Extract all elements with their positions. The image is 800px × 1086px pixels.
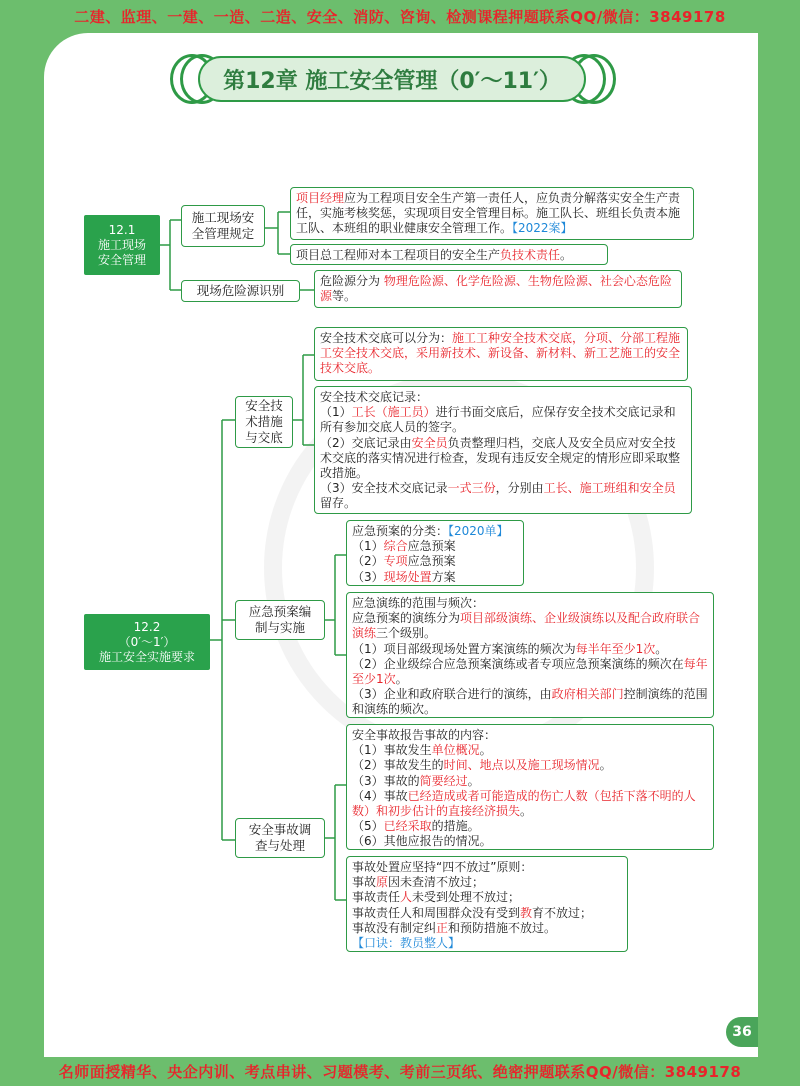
body-text: 应急预案 <box>407 539 456 554</box>
body-text: 项目总工程师对本工程项目的安全生产 <box>296 248 501 262</box>
body-text: 事故责任 <box>352 890 401 905</box>
accident-investigation-node <box>235 818 325 858</box>
body-text: （3） <box>352 569 384 584</box>
body-text: 事故没有制定纠 <box>352 920 437 935</box>
drill-frequency-box <box>346 592 714 718</box>
box-heading: 应急演练的范围与频次： <box>352 596 485 610</box>
section-number: 12.2 <box>133 619 161 634</box>
safety-tech-disclosure-node <box>235 396 293 448</box>
top-banner: 二建、监理、一建、一造、二造、安全、消防、咨询、检测课程押题联系QQ/微信：3849178 <box>74 8 726 26</box>
four-not-principle-box <box>346 856 628 952</box>
page-title: 第12章 施工安全管理（0′～11′） <box>198 56 586 102</box>
node-label: 施工现场安 <box>191 210 255 225</box>
highlight-text: 现场处置 <box>383 569 432 584</box>
highlight-text: 项目部级演练、企业级演练以及配合政府联合演练 <box>352 611 701 641</box>
highlight-text: 教 <box>520 905 533 920</box>
hazard-types-box <box>314 270 682 308</box>
highlight-text: 已经造成或者可能造成的伤亡人数（包括下落不明的人数）和初步估计的直接经济损失 <box>352 788 696 819</box>
body-text: 。 <box>560 248 573 262</box>
body-text: 等。 <box>332 289 357 304</box>
emergency-plan-node <box>235 600 325 640</box>
body-text: 。 <box>467 773 480 788</box>
highlight-text: 项目经理 <box>296 191 345 205</box>
body-text: （2）交底记录由 <box>320 435 412 450</box>
hazard-identification-node <box>181 280 300 302</box>
body-text: 事故责任人和周围群众没有受到 <box>352 905 521 920</box>
accident-report-box <box>346 724 714 850</box>
highlight-text: 政府相关部门 <box>551 687 624 702</box>
body-text: 进行书面交底后，应保存安全技术交底记录和所有参加交底人员的签字。 <box>320 405 676 435</box>
body-text: 应急预案 <box>407 554 456 569</box>
node-label: 术措施 <box>245 414 283 429</box>
body-text: 事故 <box>352 875 377 890</box>
body-text: 方案 <box>431 569 456 584</box>
bottom-banner: 名师面授精华、央企内训、考点串讲、习题模考、考前三页纸、绝密押题联系QQ/微信：3849178 <box>58 1063 742 1081</box>
body-text: （1） <box>352 539 384 554</box>
node-label: 与交底 <box>245 430 283 445</box>
body-text: （6）其他应报告的情况。 <box>352 834 492 849</box>
plan-types-box <box>346 520 524 586</box>
project-manager-box <box>290 187 694 240</box>
section-label: 施工现场 <box>97 237 146 252</box>
node-label: 全管理规定 <box>191 226 255 241</box>
body-text: 。 <box>479 743 492 758</box>
highlight-text: 施工工种安全技术交底，分项、分部工程施工安全技术交底，采用新技术、新设备、新材料、新工艺施工的安全技术交底。 <box>320 331 681 376</box>
highlight-text: 人 <box>400 890 413 905</box>
node-label: 查与处理 <box>254 838 305 853</box>
node-label: 安全事故调 <box>248 822 312 837</box>
node-label: 制与实施 <box>254 620 305 635</box>
body-text: （3）企业和政府联合进行的演练，由 <box>352 687 552 702</box>
body-text: ，分别由 <box>495 481 544 496</box>
box-heading: 事故处置应坚持“四不放过”原则： <box>352 860 533 874</box>
node-label: 安全技 <box>245 398 283 413</box>
chief-engineer-box <box>290 244 608 265</box>
highlight-text: 单位概况 <box>431 743 480 758</box>
highlight-text: 每年至少1次 <box>352 656 708 687</box>
body-text: 。 <box>520 804 533 819</box>
exam-tag: 【2020单】 <box>448 524 509 538</box>
box-heading: 安全技术交底记录： <box>320 390 429 404</box>
section-12-1 <box>84 215 160 275</box>
body-text: （1） <box>320 405 352 420</box>
body-text: 的措施。 <box>431 819 480 834</box>
box-heading: 安全事故报告事故的内容： <box>352 728 497 742</box>
section-number: 12.1 <box>108 222 136 237</box>
section-score: （0′～1′） <box>118 634 176 649</box>
body-text: （5） <box>352 819 384 834</box>
highlight-text: 综合 <box>383 539 408 554</box>
section-label: 施工安全实施要求 <box>98 649 195 664</box>
body-text: 负责整理归档，交底人及安全员应对安全技术交底的落实情况进行检查，发现有违反安全规定的情形应即采取整改措施。 <box>320 435 681 481</box>
body-text: （3）安全技术交底记录 <box>320 481 448 496</box>
body-text: 和预防措施不放过。 <box>448 920 557 935</box>
body-text: （2） <box>352 554 384 569</box>
site-safety-rules-node <box>181 205 265 247</box>
body-text: （2）事故发生的 <box>352 758 444 773</box>
section-12-2 <box>84 614 210 670</box>
highlight-text: 物理危险源、化学危险源、生物危险源、社会心态危险源 <box>320 274 672 304</box>
highlight-text: 专项 <box>383 554 408 569</box>
body-text: 控制演练的范围和演练的频次。 <box>352 687 708 717</box>
highlight-text: 负技术责任 <box>500 248 561 262</box>
disclosure-record-box <box>314 386 692 514</box>
body-text: （2）企业级综合应急预案演练或者专项应急预案演练的频次在 <box>352 656 684 671</box>
body-text: 。 <box>395 672 408 687</box>
body-text: （4）事故 <box>352 788 408 803</box>
body-text: 未受到处理不放过； <box>412 890 521 905</box>
highlight-text: 一式三份 <box>447 481 496 496</box>
body-text: 育不放过； <box>532 905 593 920</box>
page-number: 36 <box>726 1017 758 1047</box>
section-label: 安全管理 <box>97 252 146 267</box>
body-text: 三个级别。 <box>376 626 437 641</box>
body-text: （3）事故的 <box>352 773 420 788</box>
disclosure-types-box <box>314 327 688 381</box>
body-text: 应急预案的演练分为 <box>352 611 461 626</box>
mnemonic-tag: 【口诀：教员整人】 <box>352 936 461 951</box>
body-text: 因未查清不放过； <box>388 875 485 890</box>
body-text: 危险源分为 <box>320 274 384 288</box>
highlight-text: 安全员 <box>411 435 448 450</box>
node-label: 现场危险源识别 <box>196 283 285 298</box>
highlight-text: 简要经过 <box>419 773 468 788</box>
body-text: 应为工程项目安全生产第一责任人，应负责分解落实安全生产责任，实施考核奖惩，实现项目安全管理目标。施工队长、班组长负责本施工队、本班组的职业健康安全管理工作。 <box>296 191 681 236</box>
highlight-text: 正 <box>436 920 449 935</box>
body-text: 。 <box>599 758 612 773</box>
node-label: 应急预案编 <box>248 604 312 619</box>
body-text: （1）事故发生 <box>352 743 432 758</box>
body-text: （1）项目部级现场处置方案演练的频次为 <box>352 641 576 656</box>
highlight-text: 原 <box>376 875 389 890</box>
chapter-title-banner <box>170 54 615 106</box>
highlight-text: 每半年至少1次 <box>575 641 656 656</box>
exam-tag: 【2022案】 <box>512 221 573 236</box>
highlight-text: 已经采取 <box>383 819 432 834</box>
body-text: 留存。 <box>320 496 357 511</box>
box-heading: 应急预案的分类： <box>352 524 449 538</box>
body-text: 安全技术交底可以分为： <box>320 331 453 345</box>
highlight-text: 工长、施工班组和安全员 <box>543 481 676 496</box>
body-text: 。 <box>655 641 668 656</box>
highlight-text: 时间、地点以及施工现场情况 <box>443 758 600 773</box>
highlight-text: 工长（施工员） <box>351 405 436 420</box>
